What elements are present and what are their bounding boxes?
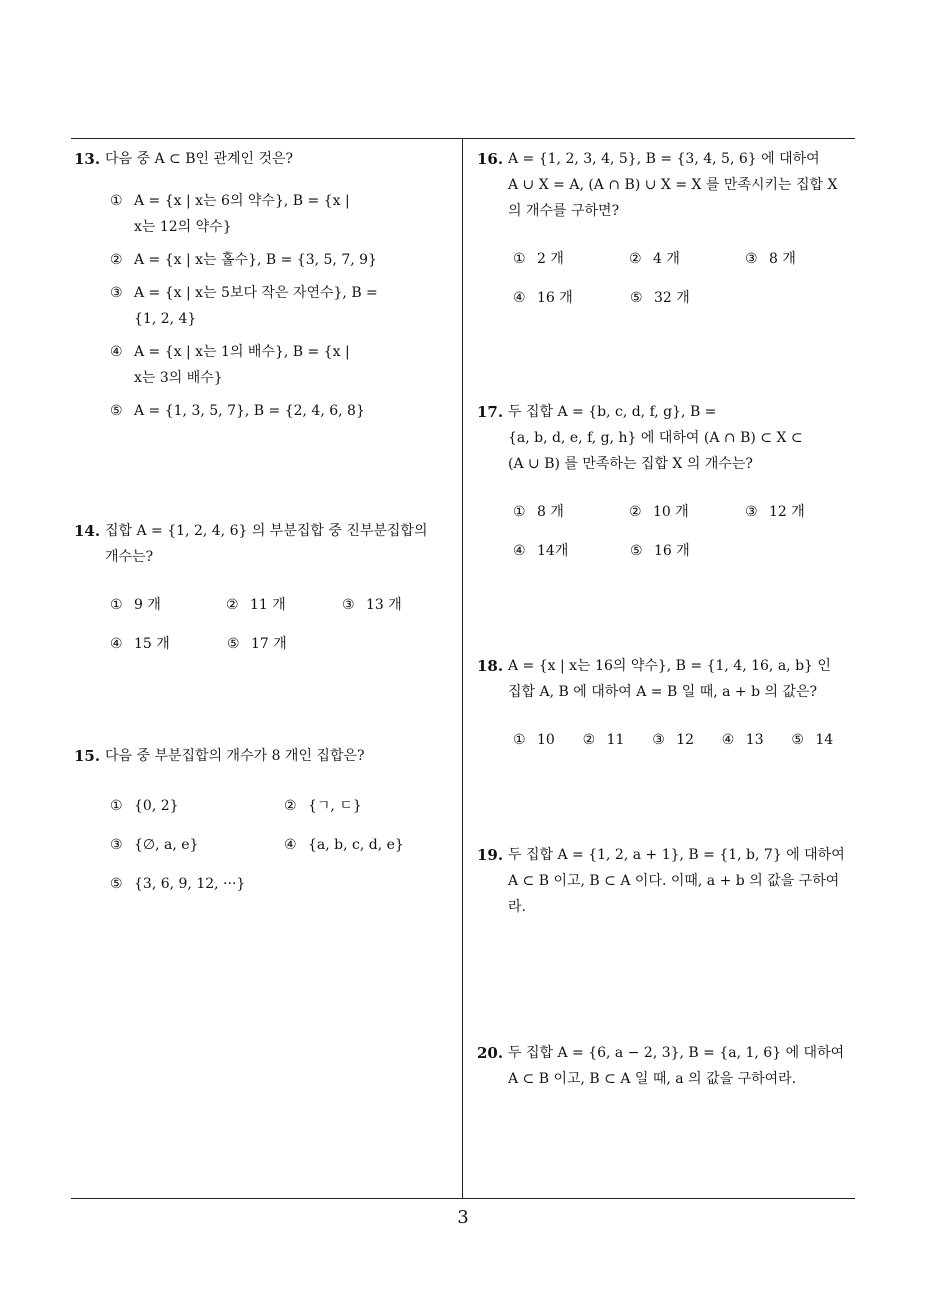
- choice-2[interactable]: [583, 727, 653, 753]
- choice-mark: ④: [110, 636, 123, 652]
- question-number: 19.: [477, 846, 504, 864]
- choice-1[interactable]: [110, 592, 226, 618]
- question-18: [477, 653, 861, 766]
- question-14: [74, 518, 458, 670]
- choice-mark: ②: [110, 252, 123, 268]
- choice-text-cont: x는 12의 약수}: [134, 219, 232, 235]
- choice-mark: ①: [513, 251, 526, 267]
- choice-text: {ㄱ, ㄷ}: [308, 798, 362, 814]
- question-19: [477, 842, 861, 920]
- question-13: [74, 146, 446, 431]
- choice-mark: ⑤: [791, 732, 804, 748]
- choice-4[interactable]: [284, 832, 458, 858]
- choice-4[interactable]: [110, 631, 227, 657]
- question-stem: 집합 A = {1, 2, 4, 6} 의 부분집합 중 진부분집합의: [105, 523, 428, 539]
- question-number: 16.: [477, 150, 504, 168]
- choice-1[interactable]: [110, 793, 284, 819]
- question-number: 18.: [477, 657, 504, 675]
- choice-mark: ③: [110, 285, 123, 301]
- question-15: [74, 743, 458, 910]
- choice-text: A = {x | x는 6의 약수}, B = {x |: [134, 193, 350, 209]
- choice-5[interactable]: [630, 538, 747, 564]
- choice-text: 8 개: [769, 251, 796, 267]
- choice-text: 14: [815, 732, 834, 748]
- choice-mark: ⑤: [110, 876, 123, 892]
- choice-text: 16 개: [654, 543, 690, 559]
- choice-text: A = {1, 3, 5, 7}, B = {2, 4, 6, 8}: [134, 403, 365, 419]
- choice-text: 16 개: [537, 290, 573, 306]
- choice-mark: ③: [342, 597, 355, 613]
- question-number: 17.: [477, 403, 504, 421]
- choice-3[interactable]: [110, 832, 284, 858]
- choice-mark: ①: [110, 193, 123, 209]
- choice-1[interactable]: [513, 499, 629, 525]
- choice-text: A = {x | x는 1의 배수}, B = {x |: [134, 344, 350, 360]
- choice-2[interactable]: [629, 246, 745, 272]
- question-20: [477, 1040, 861, 1092]
- choice-text: 12 개: [769, 504, 805, 520]
- choice-5[interactable]: [791, 727, 861, 753]
- choice-text: 2 개: [537, 251, 564, 267]
- choice-text: {a, b, c, d, e}: [308, 837, 404, 853]
- choice-text: 4 개: [653, 251, 680, 267]
- choice-2[interactable]: [629, 499, 745, 525]
- choice-mark: ②: [629, 504, 642, 520]
- choice-5[interactable]: [227, 631, 344, 657]
- column-divider: [462, 139, 463, 1199]
- choice-mark: ①: [513, 732, 526, 748]
- choice-text: {∅, a, e}: [134, 837, 199, 853]
- choice-text: 9 개: [134, 597, 161, 613]
- choice-text-cont: x는 3의 배수}: [134, 370, 223, 386]
- question-stem-cont: A ∪ X = A, (A ∩ B) ∪ X = X 를 만족시키는 집합 X: [508, 177, 838, 193]
- question-stem: 두 집합 A = {1, 2, a + 1}, B = {1, b, 7} 에 대하여: [508, 847, 845, 863]
- choice-1[interactable]: [513, 727, 583, 753]
- top-rule: [71, 138, 855, 139]
- question-stem: 두 집합 A = {6, a − 2, 3}, B = {a, 1, 6} 에 대하여: [508, 1045, 845, 1061]
- choice-mark: ③: [745, 504, 758, 520]
- choice-mark: ⑤: [630, 543, 643, 559]
- question-stem-cont: {a, b, d, e, f, g, h} 에 대하여 (A ∩ B) ⊂ X ⊂: [508, 430, 803, 446]
- choice-mark: ①: [110, 597, 123, 613]
- choice-text: 11 개: [250, 597, 286, 613]
- choice-text: 10 개: [653, 504, 689, 520]
- choice-text: {0, 2}: [134, 798, 179, 814]
- question-stem-cont: 개수는?: [105, 549, 154, 565]
- question-stem: A = {x | x는 16의 약수}, B = {1, 4, 16, a, b} 인: [508, 658, 831, 674]
- choice-mark: ③: [652, 732, 665, 748]
- choice-5[interactable]: [110, 871, 410, 897]
- page-number: 3: [457, 1207, 469, 1228]
- choice-4[interactable]: [513, 538, 630, 564]
- choice-text: 15 개: [134, 636, 170, 652]
- choice-mark: ⑤: [630, 290, 643, 306]
- question-stem: 다음 중 부분집합의 개수가 8 개인 집합은?: [105, 748, 365, 764]
- question-stem: 두 집합 A = {b, c, d, f, g}, B =: [508, 404, 717, 420]
- choice-2[interactable]: [110, 247, 446, 273]
- bottom-rule: [71, 1198, 855, 1199]
- choice-3[interactable]: [745, 499, 861, 525]
- choice-4[interactable]: [513, 285, 630, 311]
- choice-text: 13 개: [366, 597, 402, 613]
- choice-text: A = {x | x는 홀수}, B = {3, 5, 7, 9}: [134, 252, 377, 268]
- question-stem: 다음 중 A ⊂ B인 관계인 것은?: [105, 151, 294, 167]
- choice-mark: ②: [629, 251, 642, 267]
- choice-3[interactable]: [745, 246, 861, 272]
- choice-mark: ④: [284, 837, 297, 853]
- choice-mark: ②: [284, 798, 297, 814]
- choice-3[interactable]: [110, 280, 446, 332]
- question-16: [477, 146, 861, 324]
- choice-2[interactable]: [284, 793, 458, 819]
- choice-4[interactable]: [110, 339, 446, 391]
- choice-mark: ②: [582, 732, 596, 748]
- question-stem-cont: 라.: [508, 899, 526, 915]
- choice-mark: ③: [110, 837, 123, 853]
- choice-2[interactable]: [226, 592, 342, 618]
- choice-mark: ⑤: [227, 636, 240, 652]
- choice-1[interactable]: [110, 188, 446, 240]
- choice-mark: ①: [110, 798, 123, 814]
- choice-mark: ④: [513, 290, 526, 306]
- choice-text: {3, 6, 9, 12, ···}: [134, 876, 246, 892]
- question-stem-cont: (A ∪ B) 를 만족하는 집합 X 의 개수는?: [508, 456, 753, 472]
- question-number: 14.: [74, 522, 101, 540]
- question-stem-cont: A ⊂ B 이고, B ⊂ A 일 때, a 의 값을 구하여라.: [508, 1071, 797, 1087]
- question-number: 15.: [74, 747, 101, 765]
- question-stem: A = {1, 2, 3, 4, 5}, B = {3, 4, 5, 6} 에 대하여: [508, 151, 820, 167]
- choice-mark: ④: [721, 732, 735, 748]
- choice-mark: ⑤: [110, 403, 123, 419]
- question-17: [477, 399, 861, 577]
- choice-mark: ①: [513, 504, 526, 520]
- choice-4[interactable]: [722, 727, 792, 753]
- choice-text: 13: [745, 732, 764, 748]
- choice-5[interactable]: [110, 398, 446, 424]
- choice-text-cont: {1, 2, 4}: [134, 311, 197, 327]
- question-stem-cont: 의 개수를 구하면?: [508, 203, 620, 219]
- choice-mark: ③: [745, 251, 758, 267]
- choice-text: 14개: [537, 543, 569, 559]
- choice-mark: ②: [226, 597, 239, 613]
- choice-text: 17 개: [251, 636, 287, 652]
- question-number: 20.: [477, 1044, 504, 1062]
- question-stem-cont: A ⊂ B 이고, B ⊂ A 이다. 이때, a + b 의 값을 구하여: [508, 873, 840, 889]
- choice-text: A = {x | x는 5보다 작은 자연수}, B =: [134, 285, 378, 301]
- choice-text: 10: [537, 732, 555, 748]
- choice-mark: ④: [513, 543, 526, 559]
- choice-mark: ④: [110, 344, 123, 360]
- choice-3[interactable]: [342, 592, 458, 618]
- question-number: 13.: [74, 150, 101, 168]
- choice-5[interactable]: [630, 285, 747, 311]
- choice-1[interactable]: [513, 246, 629, 272]
- choice-text: 11: [606, 732, 625, 748]
- choice-text: 8 개: [537, 504, 564, 520]
- question-stem-cont: 집합 A, B 에 대하여 A = B 일 때, a + b 의 값은?: [508, 684, 818, 700]
- choice-text: 32 개: [654, 290, 690, 306]
- choice-text: 12: [676, 732, 695, 748]
- choice-3[interactable]: [652, 727, 722, 753]
